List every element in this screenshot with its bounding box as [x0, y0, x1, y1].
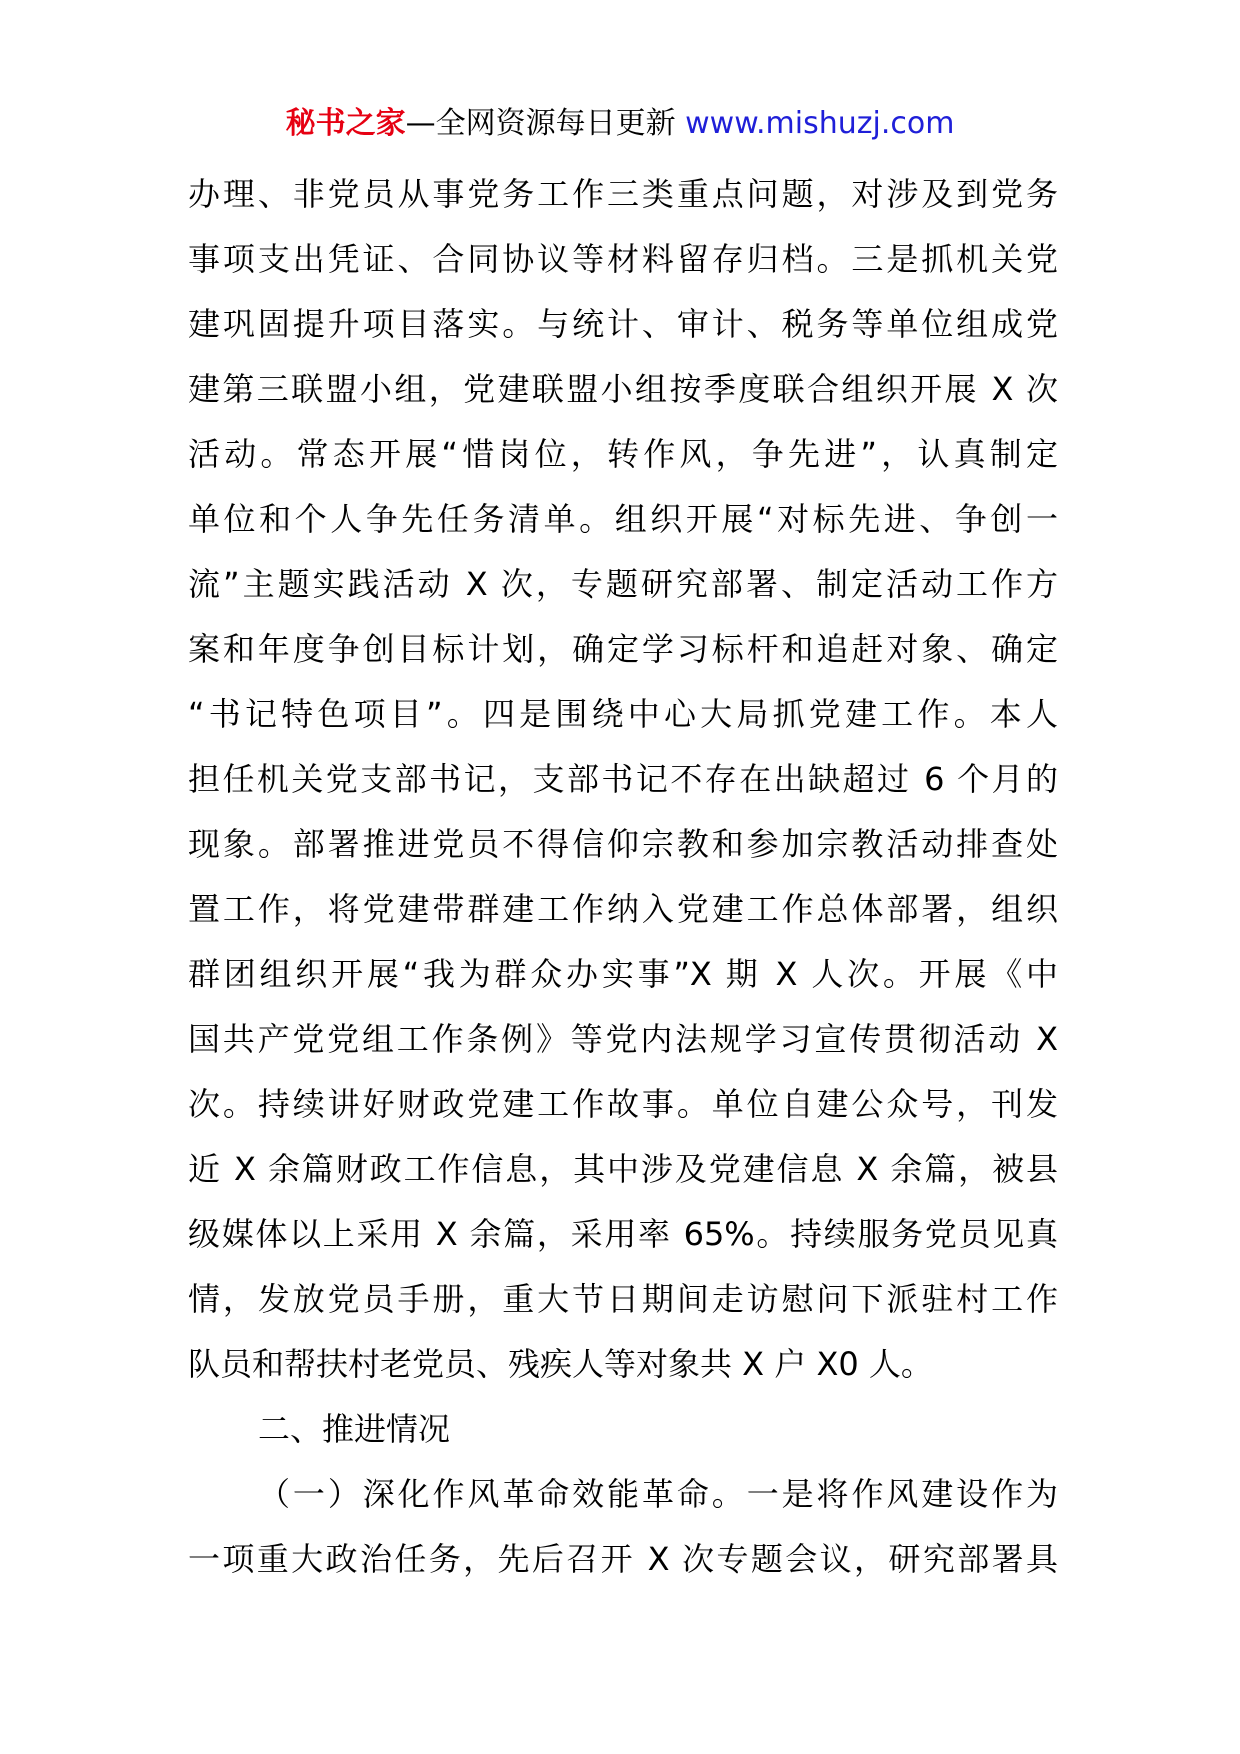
document-body	[188, 162, 1058, 1592]
text-line: 群团组织开展“我为群众办实事”X 期 X 人次。开展《中	[188, 955, 1058, 993]
text-line: 情，发放党员手册，重大节日期间走访慰问下派驻村工作	[188, 1280, 1058, 1318]
text-line: 单位和个人争先任务清单。组织开展“对标先进、争创一	[188, 500, 1058, 538]
text-line: 级媒体以上采用 X 余篇，采用率 65%。持续服务党员见真	[188, 1215, 1058, 1253]
text-line: 建第三联盟小组，党建联盟小组按季度联合组织开展 X 次	[188, 370, 1058, 408]
text-line: 办理、非党员从事党务工作三类重点问题，对涉及到党务	[188, 175, 1058, 213]
text-line: “书记特色项目”。四是围绕中心大局抓党建工作。本人	[188, 695, 1058, 733]
text-line: 案和年度争创目标计划，确定学习标杆和追赶对象、确定	[188, 630, 1058, 668]
text-line: 担任机关党支部书记，支部书记不存在出缺超过 6 个月的	[188, 760, 1058, 798]
text-line: 建巩固提升项目落实。与统计、审计、税务等单位组成党	[188, 305, 1058, 343]
text-line: 置工作，将党建带群建工作纳入党建工作总体部署，组织	[188, 890, 1058, 928]
site-tagline: —全网资源每日更新	[405, 106, 686, 141]
text-line: 流”主题实践活动 X 次，专题研究部署、制定活动工作方	[188, 565, 1058, 603]
text-line: 一项重大政治任务，先后召开 X 次专题会议，研究部署具	[188, 1540, 1058, 1578]
text-line: 次。持续讲好财政党建工作故事。单位自建公众号，刊发	[188, 1085, 1058, 1123]
text-line: 近 X 余篇财政工作信息，其中涉及党建信息 X 余篇，被县	[188, 1150, 1058, 1188]
text-line: 事项支出凭证、合同协议等材料留存归档。三是抓机关党	[188, 240, 1058, 278]
site-brand: 秘书之家	[285, 106, 406, 141]
text-line: 活动。常态开展“惜岗位，转作风，争先进”，认真制定	[188, 435, 1058, 473]
text-line: 现象。部署推进党员不得信仰宗教和参加宗教活动排查处	[188, 825, 1058, 863]
site-url-link[interactable]: www.mishuzj.com	[685, 106, 955, 141]
page-header	[0, 104, 1240, 144]
subsection-heading-line: （一）深化作风革命效能革命。一是将作风建设作为	[258, 1475, 1058, 1513]
text-line: 国共产党党组工作条例》等党内法规学习宣传贯彻活动 X	[188, 1020, 1058, 1058]
section-heading: 二、推进情况	[258, 1410, 451, 1448]
text-line: 队员和帮扶村老党员、残疾人等对象共 X 户 X0 人。	[188, 1345, 933, 1383]
